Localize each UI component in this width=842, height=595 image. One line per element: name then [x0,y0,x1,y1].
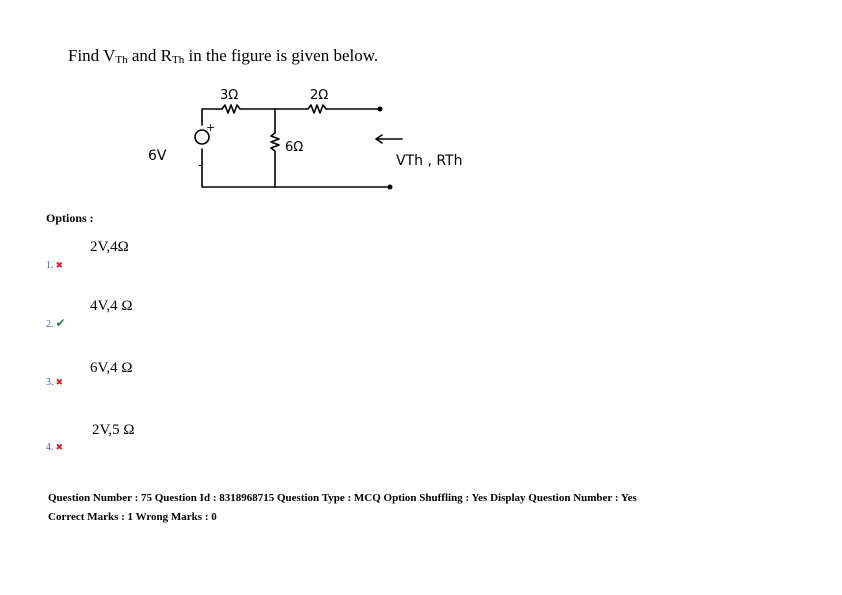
question-meta: Question Number : 75 Question Id : 8318968715 Question Type : MCQ Option Shuffling : Yes Display Question Number : Yes [48,492,637,504]
r1-label: 3Ω [220,88,239,103]
option-4-number: 4. ✖ [46,442,64,453]
source-label: 6V [148,148,167,164]
resistor-6-ohm [271,109,279,187]
output-label: VTh , RTh [396,153,463,169]
direction-arrow [376,135,402,143]
option-1-number: 1. ✖ [46,260,64,271]
top-terminal [378,107,383,112]
resistor-2-ohm [275,105,378,113]
option-3-number: 3. ✖ [46,377,64,388]
r3-label: 6Ω [285,140,304,155]
option-3-text: 6V,4 Ω [90,360,133,376]
option-2-text: 4V,4 Ω [90,298,133,314]
option-2-number: 2. ✔ [46,316,66,330]
plus-sign: + [206,121,216,134]
check-icon: ✔ [55,316,66,330]
bottom-terminal [388,185,393,190]
r2-label: 2Ω [310,88,329,103]
marks-meta: Correct Marks : 1 Wrong Marks : 0 [48,511,217,523]
question-middle: and R [127,46,173,65]
circuit-figure [140,85,520,205]
question-suffix: in the figure is given below. [184,46,379,65]
wrong-icon: ✖ [55,442,64,452]
question-text [68,46,378,66]
wrong-icon: ✖ [55,377,64,387]
minus-sign: - [198,158,203,173]
options-title: Options : [46,211,94,225]
option-4-text: 2V,5 Ω [92,422,135,438]
resistor-3-ohm [222,105,240,113]
rth-subscript: Th [172,54,185,66]
option-1-text: 2V,4Ω [90,239,129,255]
question-prefix: Find V [68,46,116,65]
vth-subscript: Th [115,54,128,66]
wrong-icon: ✖ [55,260,64,270]
